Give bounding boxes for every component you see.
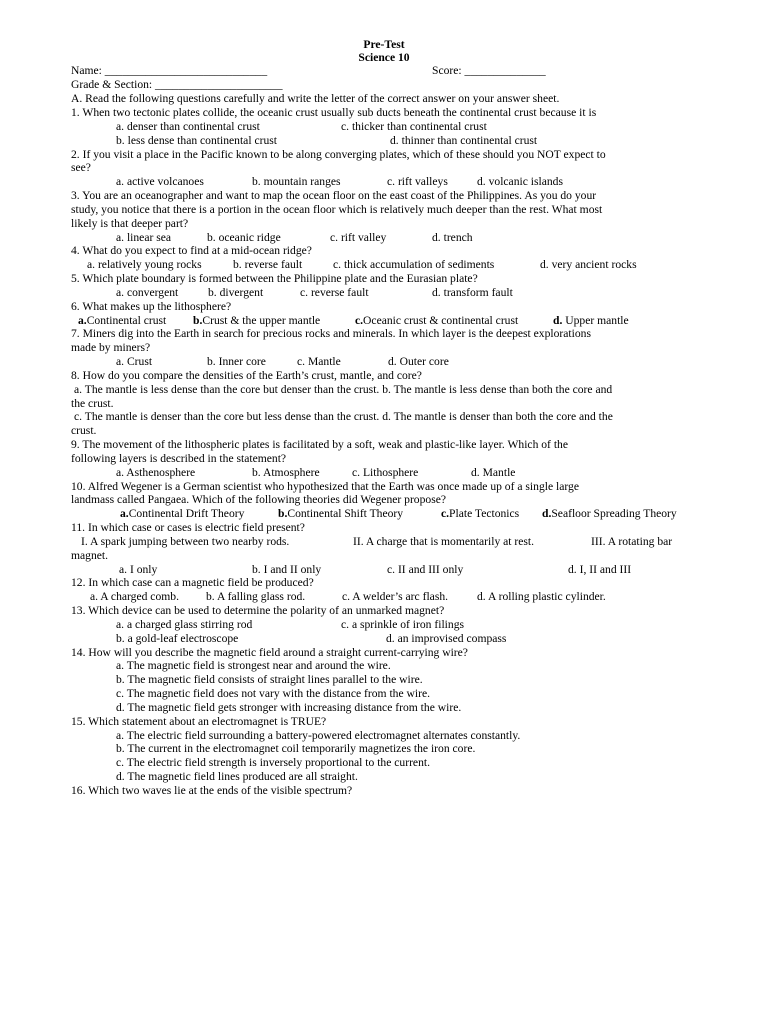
instruction-text: A. Read the following questions carefully and write the letter of the correct answer on your answer sheet. [71, 92, 560, 105]
option: a. Crust [116, 355, 153, 368]
option: b. I and II only [252, 563, 322, 576]
question-8: 8. How do you compare the densities of the Earth’s crust, mantle, and core? [71, 369, 422, 382]
option: b. A falling glass rod. [206, 590, 306, 603]
option: d. Outer core [388, 355, 449, 368]
option: a. convergent [116, 286, 179, 299]
option: d. Upper mantle [553, 314, 629, 327]
statement: I. A spark jumping between two nearby rods. [81, 535, 290, 548]
test-subtitle: Science 10 [358, 51, 410, 64]
question-10: 10. Alfred Wegener is a German scientist who hypothesized that the Earth was once made up of a single large [71, 480, 579, 493]
question-2: 2. If you visit a place in the Pacific known to be along converging plates, which of these should you NOT expect to [71, 148, 606, 161]
question-9: 9. The movement of the lithospheric plates is facilitated by a soft, weak and plastic-like layer. Which of the [71, 438, 568, 451]
question-7-cont: made by miners? [71, 341, 151, 354]
statement-cont: magnet. [71, 549, 109, 562]
option: b. Atmosphere [252, 466, 320, 479]
option: a. The mantle is less dense than the core but denser than the crust. b. The mantle is less dense than both the core and [74, 383, 613, 396]
option: d. A rolling plastic cylinder. [477, 590, 606, 603]
option: a. relatively young rocks [87, 258, 202, 271]
question-2-cont: see? [71, 161, 91, 174]
option: d. thinner than continental crust [390, 134, 538, 147]
option: a. active volcanoes [116, 175, 204, 188]
question-9-cont: following layers is described in the statement? [71, 452, 287, 465]
option: c. rift valley [330, 231, 387, 244]
option: b. oceanic ridge [207, 231, 281, 244]
option: b. The magnetic field consists of straight lines parallel to the wire. [116, 673, 423, 686]
question-1: 1. When two tectonic plates collide, the oceanic crust usually sub ducts beneath the continental crust because it is [71, 106, 597, 119]
option: b. reverse fault [233, 258, 303, 271]
option: d. Mantle [471, 466, 516, 479]
option: a. linear sea [116, 231, 172, 244]
option: c. A welder’s arc flash. [342, 590, 449, 603]
option: d. an improvised compass [386, 632, 507, 645]
question-4: 4. What do you expect to find at a mid-ocean ridge? [71, 244, 312, 257]
option: b. mountain ranges [252, 175, 341, 188]
option: a. I only [119, 563, 158, 576]
question-3-cont: likely is that deeper part? [71, 217, 189, 230]
option: a. The magnetic field is strongest near and around the wire. [116, 659, 391, 672]
option: d. transform fault [432, 286, 513, 299]
option: a. Asthenosphere [116, 466, 196, 479]
option: d. The magnetic field gets stronger with increasing distance from the wire. [116, 701, 462, 714]
option: c.Plate Tectonics [441, 507, 520, 520]
option: a. denser than continental crust [116, 120, 260, 133]
score-field: Score: ______________ [432, 64, 546, 77]
option: a.Continental Drift Theory [120, 507, 245, 520]
question-5: 5. Which plate boundary is formed between the Philippine plate and the Eurasian plate? [71, 272, 478, 285]
statement: III. A rotating bar [591, 535, 673, 548]
question-14: 14. How will you describe the magnetic field around a straight current-carrying wire? [71, 646, 468, 659]
option: c. The mantle is denser than the core but less dense than the crust. d. The mantle is denser than both the core and the [74, 410, 613, 423]
option: a. A charged comb. [90, 590, 179, 603]
option: c. rift valleys [387, 175, 448, 188]
question-12: 12. In which case can a magnetic field be produced? [71, 576, 314, 589]
option: c. Mantle [297, 355, 341, 368]
option: d. volcanic islands [477, 175, 563, 188]
option: c. thicker than continental crust [341, 120, 487, 133]
option: a.Continental crust [78, 314, 167, 327]
question-15: 15. Which statement about an electromagnet is TRUE? [71, 715, 327, 728]
option: c.Oceanic crust & continental crust [355, 314, 519, 327]
option: c. II and III only [387, 563, 464, 576]
option-cont: the crust. [71, 397, 114, 410]
option: b. divergent [208, 286, 264, 299]
option: c. The magnetic field does not vary with the distance from the wire. [116, 687, 431, 700]
question-3: 3. You are an oceanographer and want to map the ocean floor on the east coast of the Philippines. As you do your [71, 189, 597, 202]
option: b. a gold-leaf electroscope [116, 632, 239, 645]
option: d. The magnetic field lines produced are all straight. [116, 770, 358, 783]
option: c. reverse fault [300, 286, 369, 299]
option: c. a sprinkle of iron filings [341, 618, 464, 631]
statement: II. A charge that is momentarily at rest. [353, 535, 535, 548]
question-11: 11. In which case or cases is electric field present? [71, 521, 305, 534]
option: d. I, II and III [568, 563, 632, 576]
name-field: Name: ____________________________ [71, 64, 268, 77]
option-cont: crust. [71, 424, 97, 437]
option: d. trench [432, 231, 473, 244]
option: b.Continental Shift Theory [278, 507, 404, 520]
option: b. less dense than continental crust [116, 134, 277, 147]
option: b. The current in the electromagnet coil temporarily magnetizes the iron core. [116, 742, 476, 755]
question-10-cont: landmass called Pangaea. Which of the following theories did Wegener propose? [71, 493, 446, 506]
question-6: 6. What makes up the lithosphere? [71, 300, 232, 313]
option: a. The electric field surrounding a battery-powered electromagnet alternates constantly. [116, 729, 521, 742]
grade-section-field: Grade & Section: ______________________ [71, 78, 283, 91]
option: b. Inner core [207, 355, 266, 368]
question-7: 7. Miners dig into the Earth in search for precious rocks and minerals. In which layer is the deepest explorations [71, 327, 591, 340]
option: d. very ancient rocks [540, 258, 637, 271]
option: b.Crust & the upper mantle [193, 314, 321, 327]
question-3-cont: study, you notice that there is a portion in the ocean floor which is relatively much deeper than the rest. What most [71, 203, 603, 216]
option: c. thick accumulation of sediments [333, 258, 495, 271]
option: d.Seafloor Spreading Theory [542, 507, 677, 520]
question-16: 16. Which two waves lie at the ends of the visible spectrum? [71, 784, 353, 797]
option: a. a charged glass stirring rod [116, 618, 253, 631]
option: c. The electric field strength is inversely proportional to the current. [116, 756, 430, 769]
test-title: Pre-Test [363, 38, 405, 51]
question-13: 13. Which device can be used to determine the polarity of an unmarked magnet? [71, 604, 445, 617]
option: c. Lithosphere [352, 466, 419, 479]
